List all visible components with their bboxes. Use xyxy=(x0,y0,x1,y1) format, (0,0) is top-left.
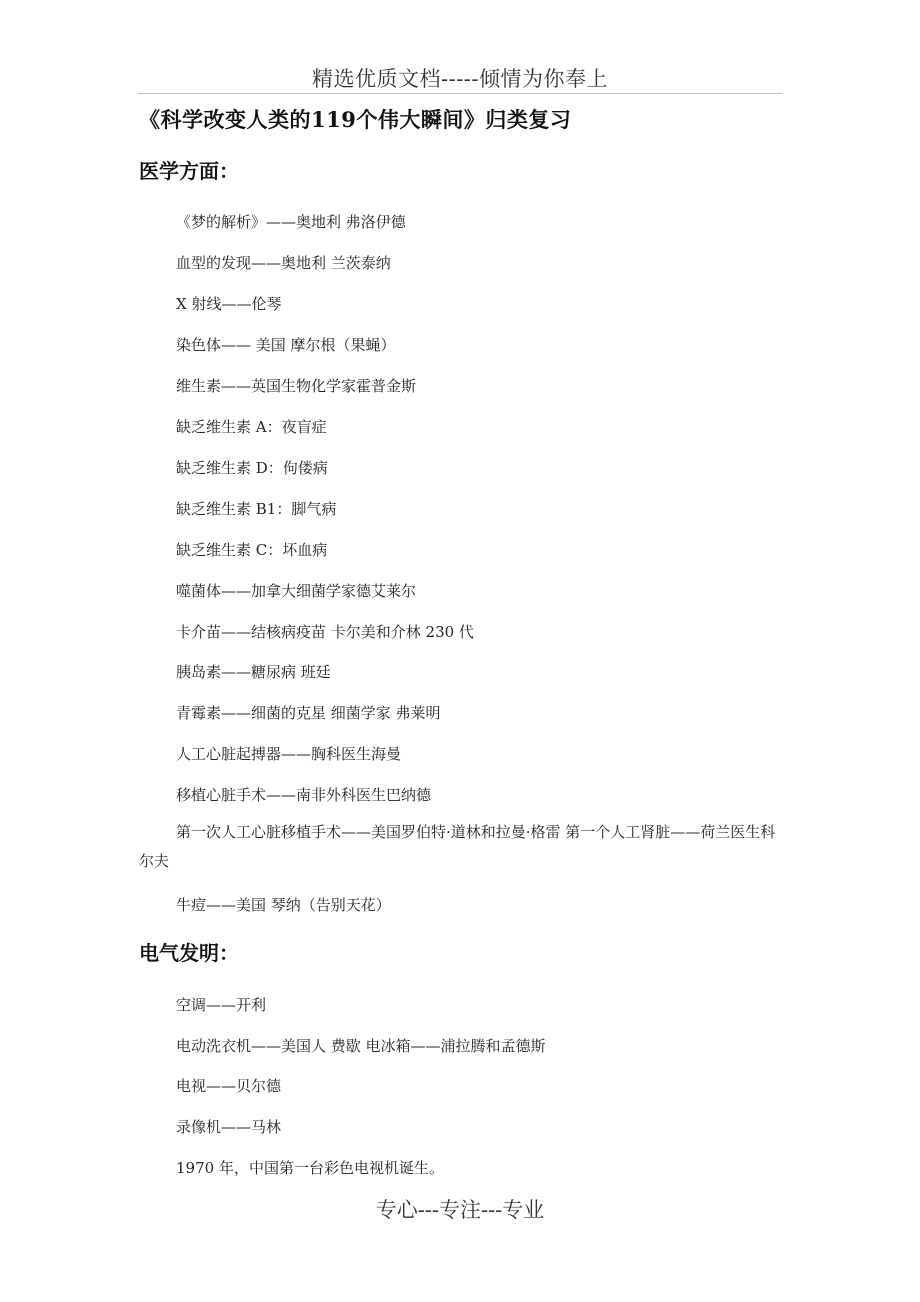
list-item: 卡介苗——结核病疫苗 卡尔美和介林 230 代 xyxy=(176,623,474,641)
list-item-wrapped: 第一次人工心脏移植手术——美国罗伯特·道林和拉曼·格雷 第一个人工肾脏——荷兰医生科尔夫 xyxy=(139,823,776,870)
list-item: 牛痘——美国 琴纳（告别天花） xyxy=(176,896,391,914)
list-item: 缺乏维生素 B1：脚气病 xyxy=(176,500,337,518)
section-heading-medicine: 医学方面： xyxy=(139,159,239,183)
page-header: 精选优质文档-----倾情为你奉上 xyxy=(312,67,608,91)
list-item: 维生素——英国生物化学家霍普金斯 xyxy=(176,377,417,395)
list-item: 染色体—— 美国 摩尔根（果蝇） xyxy=(176,336,396,354)
header-divider xyxy=(138,93,783,94)
list-item: 1970 年，中国第一台彩色电视机诞生。 xyxy=(176,1159,444,1177)
list-item: 空调——开利 xyxy=(176,996,267,1014)
list-item: 电视——贝尔德 xyxy=(176,1077,282,1095)
list-item: 胰岛素——糖尿病 班廷 xyxy=(176,663,331,681)
list-item: 电动洗衣机——美国人 费歇 电冰箱——浦拉腾和孟德斯 xyxy=(176,1037,546,1055)
document-title: 《科学改变人类的119个伟大瞬间》归类复习 xyxy=(139,107,572,132)
list-item: 人工心脏起搏器——胸科医生海曼 xyxy=(176,745,402,763)
list-item: 缺乏维生素 C：坏血病 xyxy=(176,541,328,559)
list-item: 缺乏维生素 D：佝偻病 xyxy=(176,459,328,477)
page-footer: 专心---专注---专业 xyxy=(375,1198,545,1222)
list-item: 青霉素——细菌的克星 细菌学家 弗莱明 xyxy=(176,704,441,722)
list-item: 录像机——马林 xyxy=(176,1118,282,1136)
list-item: 移植心脏手术——南非外科医生巴纳德 xyxy=(176,786,432,804)
list-item: 血型的发现——奥地利 兰茨泰纳 xyxy=(176,254,391,272)
section-heading-electric: 电气发明： xyxy=(139,941,239,965)
list-item: 缺乏维生素 A：夜盲症 xyxy=(176,418,327,436)
list-item: X 射线——伦琴 xyxy=(176,295,282,313)
list-item: 噬菌体——加拿大细菌学家德艾莱尔 xyxy=(176,582,417,600)
list-item: 《梦的解析》——奥地利 弗洛伊德 xyxy=(176,213,406,231)
